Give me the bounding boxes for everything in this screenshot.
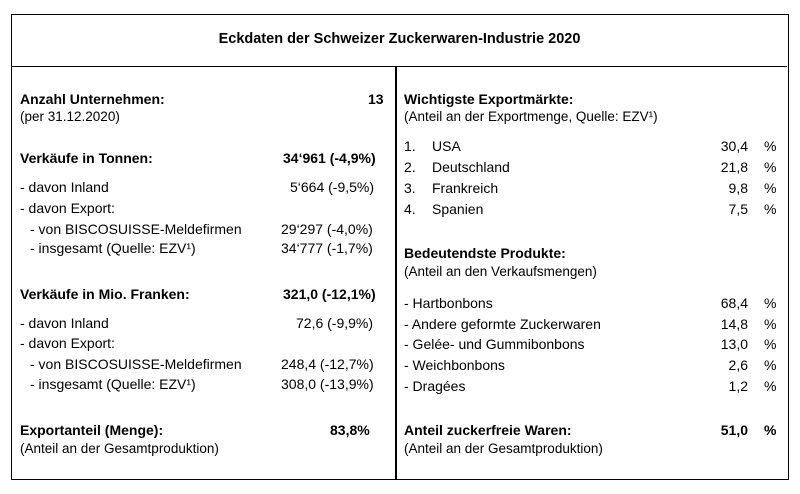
- product-name: - Gelée- und Gummibonbons: [404, 336, 585, 352]
- companies-value: 13: [368, 91, 384, 107]
- products-note: (Anteil an den Verkaufsmengen): [404, 264, 597, 279]
- products-label: Bedeutendste Produkte:: [404, 245, 566, 261]
- product-name: - Weichbonbons: [404, 357, 505, 373]
- companies-label: Anzahl Unternehmen:: [20, 91, 165, 107]
- sugarfree-label: Anteil zuckerfreie Waren:: [404, 422, 572, 438]
- tonnes-value: 34‘961 (-4,9%): [283, 150, 376, 166]
- product-unit: %: [764, 336, 777, 352]
- francs-value: 321,0 (-12,1%): [283, 286, 376, 302]
- market-unit: %: [764, 180, 777, 196]
- tonnes-total-label: - insgesamt (Quelle: EZV¹): [30, 240, 196, 256]
- market-name: USA: [432, 138, 461, 154]
- francs-label: Verkäufe in Mio. Franken:: [20, 286, 190, 302]
- table-title: Eckdaten der Schweizer Zuckerwaren-Industrie 2020: [218, 30, 581, 47]
- tonnes-bisco-value: 29‘297 (-4,0%): [281, 221, 373, 237]
- export-share-note: (Anteil an der Gesamtproduktion): [20, 441, 219, 456]
- tonnes-label: Verkäufe in Tonnen:: [20, 150, 153, 166]
- market-value: 30,4: [720, 138, 748, 154]
- market-name: Spanien: [432, 201, 484, 217]
- product-value: 1,2: [728, 378, 748, 394]
- market-value: 9,8: [728, 180, 748, 196]
- product-value: 14,8: [720, 316, 748, 332]
- companies-note: (per 31.12.2020): [20, 109, 120, 124]
- tonnes-total-value: 34‘777 (-1,7%): [281, 240, 373, 256]
- export-share-label: Exportanteil (Menge):: [20, 422, 164, 438]
- markets-label: Wichtigste Exportmärkte:: [404, 91, 574, 107]
- tonnes-inland-label: - davon Inland: [20, 179, 109, 195]
- product-unit: %: [764, 316, 777, 332]
- product-name: - Hartbonbons: [404, 295, 493, 311]
- product-value: 68,4: [720, 295, 748, 311]
- title-row: [12, 15, 787, 67]
- export-share-value: 83,8%: [330, 422, 370, 438]
- tonnes-export-label: - davon Export:: [20, 200, 115, 216]
- market-rank: 4.: [404, 201, 416, 217]
- product-unit: %: [764, 295, 777, 311]
- francs-total-label: - insgesamt (Quelle: EZV¹): [30, 376, 196, 392]
- market-unit: %: [764, 138, 777, 154]
- tonnes-inland-value: 5‘664 (-9,5%): [290, 179, 375, 195]
- francs-bisco-value: 248,4 (-12,7%): [281, 356, 374, 372]
- market-value: 21,8: [720, 159, 748, 175]
- market-name: Frankreich: [432, 180, 499, 196]
- market-rank: 3.: [404, 180, 416, 196]
- product-unit: %: [764, 378, 777, 394]
- tonnes-bisco-label: - von BISCOSUISSE-Meldefirmen: [30, 221, 242, 237]
- francs-inland-value: 72,6 (-9,9%): [296, 315, 374, 331]
- product-unit: %: [764, 357, 777, 373]
- market-value: 7,5: [728, 201, 748, 217]
- market-rank: 2.: [404, 159, 416, 175]
- sugarfree-unit: %: [764, 422, 777, 438]
- product-name: - Dragées: [404, 378, 466, 394]
- francs-bisco-label: - von BISCOSUISSE-Meldefirmen: [30, 356, 242, 372]
- francs-inland-label: - davon Inland: [20, 315, 109, 331]
- sugarfree-value: 51,0: [720, 422, 748, 438]
- column-divider: [395, 67, 397, 479]
- market-unit: %: [764, 159, 777, 175]
- market-rank: 1.: [404, 138, 416, 154]
- francs-export-label: - davon Export:: [20, 335, 115, 351]
- markets-note: (Anteil an der Exportmenge, Quelle: EZV¹): [404, 109, 658, 124]
- market-unit: %: [764, 201, 777, 217]
- market-name: Deutschland: [432, 159, 510, 175]
- product-name: - Andere geformte Zuckerwaren: [404, 316, 601, 332]
- product-value: 2,6: [728, 357, 748, 373]
- francs-total-value: 308,0 (-13,9%): [281, 376, 374, 392]
- sugarfree-note: (Anteil an der Gesamtproduktion): [404, 441, 603, 456]
- product-value: 13,0: [720, 336, 748, 352]
